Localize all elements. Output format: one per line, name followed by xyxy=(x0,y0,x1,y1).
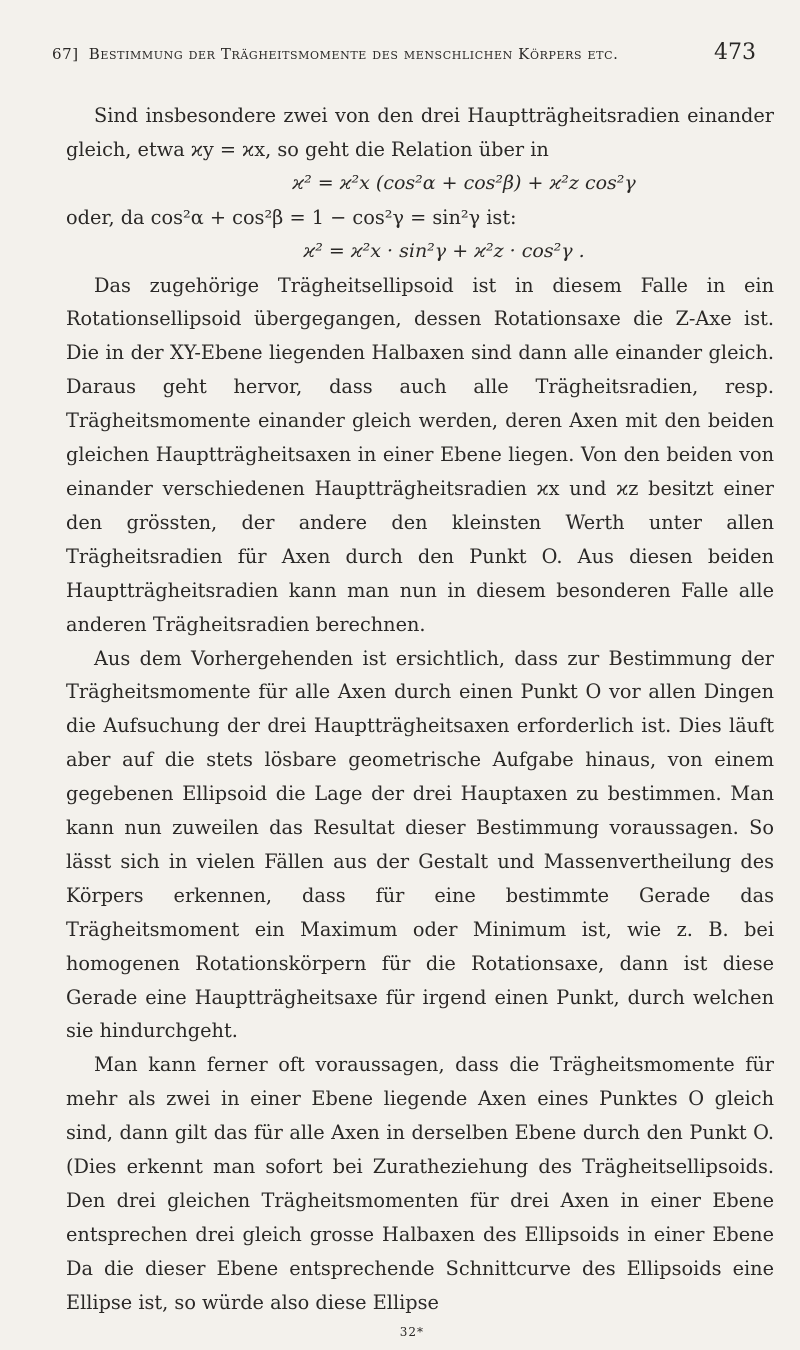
section-number: 67] xyxy=(52,45,79,63)
body-text xyxy=(66,99,774,1350)
running-title: Bestimmung der Trägheitsmomente des menschlichen Körpers etc. xyxy=(88,45,619,63)
formula-1: ϰ² = ϰ²x (cos²α + cos²β) + ϰ²z cos²γ xyxy=(292,171,636,194)
formula-2: ϰ² = ϰ²x · sin²γ + ϰ²z · cos²γ . xyxy=(303,239,585,262)
paragraph-4: Aus dem Vorhergehenden ist ersichtlich, dass zur Bestimmung der Trägheitsmomente für alle Axen durch einen Punkt O vor allen Dingen die Aufsuchung der drei Hauptträgheitsaxen erforderlich ist. Dies läuft aber auf die stets lösbare geometrische Aufgabe hinaus, von einem gegebenen Ellipsoid die Lage der drei Hauptaxen zu bestimmen. Man kann nun zuweilen das Resultat dieser Bestimmung voraussagen. So lässt sich in vielen Fällen aus der Gestalt und Massenvertheilung des Körpers erkennen, dass für eine bestimmte Gerade das Trägheitsmoment ein Maximum oder Minimum ist, wie z. B. bei homogenen Rotationskörpern für die Rotationsaxe, dann ist diese Gerade eine Hauptträgheitsaxe für irgend einen Punkt, durch welchen sie hindurchgeht. xyxy=(66,646,774,1043)
page-number: 473 xyxy=(714,40,756,65)
running-head xyxy=(52,40,756,65)
signature-mark: 32* xyxy=(399,1324,424,1339)
running-head-left xyxy=(52,45,618,63)
paragraph-1: Sind insbesondere zwei von den drei Hauptträgheitsradien einander gleich, etwa ϰy = ϰx, so geht die Relation über in xyxy=(66,104,774,161)
paragraph-2: oder, da cos²α + cos²β = 1 − cos²γ = sin²γ ist: xyxy=(66,205,517,229)
paragraph-3: Das zugehörige Trägheitsellipsoid ist in diesem Falle in ein Rotationsellipsoid übergegangen, dessen Rotationsaxe die Z-Axe ist. Die in der XY-Ebene liegenden Halbaxen sind dann alle einander gleich. Daraus geht hervor, dass auch alle Trägheitsradien, resp. Trägheitsmomente einander gleich werden, deren Axen mit den beiden gleichen Hauptträgheitsaxen in einer Ebene liegen. Von den beiden von einander verschiedenen Hauptträgheitsradien ϰx und ϰz besitzt einer den grössten, der andere den kleinsten Werth unter allen Trägheitsradien für Axen durch den Punkt O. Aus diesen beiden Hauptträgheitsradien kann man nun in diesem besonderen Falle alle anderen Trägheitsradien berechnen. xyxy=(66,273,774,636)
paragraph-5: Man kann ferner oft voraussagen, dass die Trägheitsmomente für mehr als zwei in einer Ebene liegende Axen eines Punktes O gleich sind, dann gilt das für alle Axen in derselben Ebene durch den Punkt O. (Dies erkennt man sofort bei Zuratheziehung des Trägheitsellipsoids. Den drei gleichen Trägheitsmomenten für drei Axen in einer Ebene entsprechen drei gleich grosse Halbaxen des Ellipsoids in einer Ebene Da die dieser Ebene entsprechende Schnittcurve des Ellipsoids eine Ellipse ist, so würde also diese Ellipse xyxy=(66,1053,774,1314)
